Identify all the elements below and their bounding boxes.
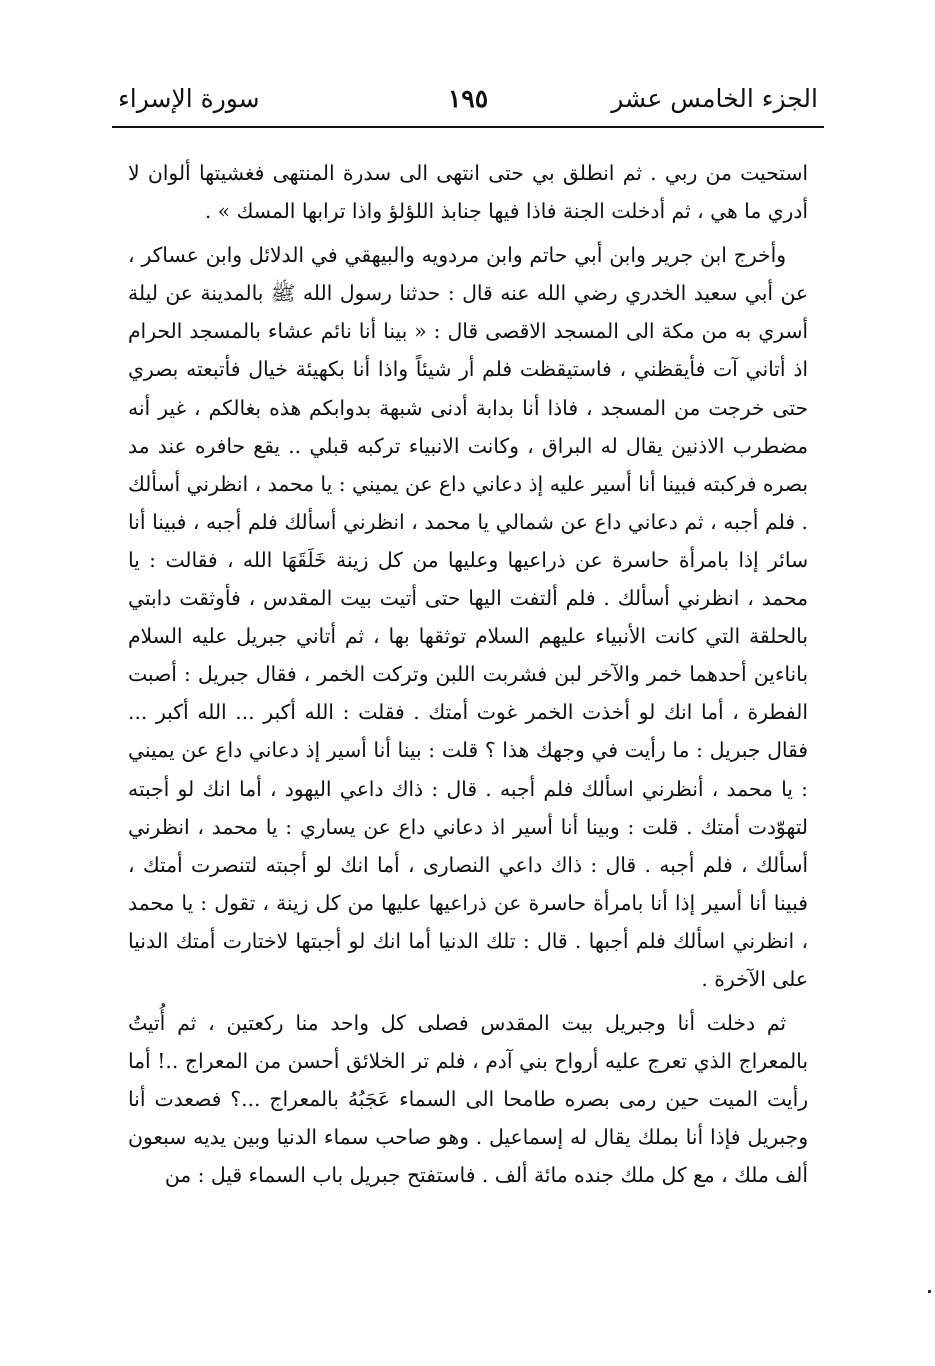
scan-speck — [928, 1290, 931, 1293]
header-divider — [112, 126, 824, 128]
page-number: ١٩٥ — [447, 84, 489, 113]
surah-title: سورة الإسراء — [118, 84, 260, 113]
part-title: الجزء الخامس عشر — [611, 84, 818, 113]
page-body — [128, 154, 808, 1195]
paragraph-2: وأخرج ابن جرير وابن أبي حاتم وابن مردويه والبيهقي في الدلائل وابن عساكر ، عن أبي سعيد الخدري رضي الله عنه قال : حدثنا رسول الله ﷺ بالمدينة عن ليلة أسري به من مكة الى المسجد الاقصى قال : « بينا أنا نائم عشاء بالمسجد الحرام اذ أتاني آت فأيقظني ، فاستيقظت فلم أر شيئاً واذا أنا بكهيئة خيال فأتبعته بصري حتى خرجت من المسجد ، فاذا أنا بدابة أدنى شبهة بدوابكم هذه بغالكم ، غير أنه مضطرب الاذنين يقال له البراق ، وكانت الانبياء تركبه قبلي .. يقع حافره عند مد بصره فركبته فبينا أنا أسير عليه إذ دعاني داع عن يميني : يا محمد ، انظرني أسألك . فلم أجبه ، ثم دعاني داع عن شمالي يا محمد ، انظرني أسألك فلم أجبه ، فبينا أنا سائر إذا بامرأة حاسرة عن ذراعيها وعليها من كل زينة خَلَقَهَا الله ، فقالت : يا محمد ، انظرني أسألك . فلم ألتفت اليها حتى أتيت بيت المقدس ، فأوثقت دابتي بالحلقة التي كانت الأنبياء عليهم السلام توثقها بها ، ثم أتاني جبريل عليه السلام باناءين أحدهما خمر والآخر لبن فشربت اللبن وتركت الخمر ، فقال جبريل : أصبت الفطرة ، أما انك لو أخذت الخمر غوت أمتك . فقلت : الله أكبر ... الله أكبر ... فقال جبريل : ما رأيت في وجهك هذا ؟ قلت : بينا أنا أسير إذ دعاني داع عن يميني : يا محمد ، أنظرني اسألك فلم أجبه . قال : ذاك داعي اليهود ، أما انك لو أجبته لتهوّدت أمتك . قلت : وبينا أنا أسير اذ دعاني داع عن يساري : يا محمد ، انظرني أسألك ، فلم أجبه . قال : ذاك داعي النصارى ، أما انك لو أجبته لتنصرت أمتك ، فبينا أنا أسير إذا أنا بامرأة حاسرة عن ذراعيها عليها من كل زينة ، تقول : يا محمد ، انظرني اسألك فلم أجبها . قال : تلك الدنيا أما انك لو أجبتها لاختارت أمتك الدنيا على الآخرة . — [128, 243, 808, 991]
paragraph-1: استحيت من ربي . ثم انطلق بي حتى انتهى الى سدرة المنتهى فغشيتها ألوان لا أدري ما هي ، ثم أدخلت الجنة فاذا فيها جنابذ اللؤلؤ واذا ترابها المسك » . — [128, 161, 808, 224]
paragraph-3: ثم دخلت أنا وجبريل بيت المقدس فصلى كل واحد منا ركعتين ، ثم أُتيتُ بالمعراج الذي تعرج عليه أرواح بني آدم ، فلم تر الخلائق أحسن من المعراج ..! أما رأيت الميت حين رمى بصره طامحا الى السماء عَجَبُهُ بالمعراج ...؟ فصعدت أنا وجبريل فإذا أنا بملك يقال له إسماعيل . وهو صاحب سماء الدنيا وبين يديه سبعون ألف ملك ، مع كل ملك جنده مائة ألف . فاستفتح جبريل باب السماء قيل : من — [128, 1011, 808, 1188]
running-header — [112, 78, 824, 122]
